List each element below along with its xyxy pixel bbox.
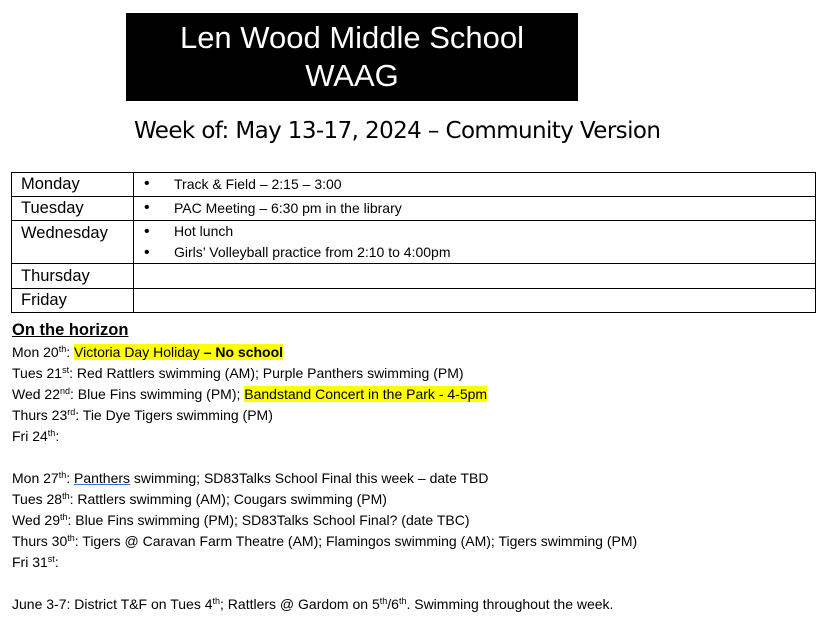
date-suffix: th bbox=[58, 470, 67, 480]
event-date: Thurs 23 bbox=[12, 407, 68, 423]
table-row bbox=[12, 173, 816, 197]
day-cell: Wednesday bbox=[12, 221, 134, 264]
day-cell: Friday bbox=[12, 289, 134, 313]
event-text: : Tigers @ Caravan Farm Theatre (AM); Flamingos swimming (AM); Tigers swimming (PM) bbox=[74, 533, 638, 549]
table-row bbox=[12, 289, 816, 313]
highlighted-text: Bandstand Concert in the Park - 4-5pm bbox=[244, 386, 488, 402]
event-text: /6 bbox=[387, 596, 399, 612]
list-item: • PAC Meeting – 6:30 pm in the library bbox=[144, 197, 815, 219]
table-row bbox=[12, 221, 816, 264]
event-date: Mon 27 bbox=[12, 470, 59, 486]
event-text: : Red Rattlers swimming (AM); Purple Panthers swimming (PM) bbox=[69, 365, 464, 381]
items-cell bbox=[134, 173, 816, 197]
event-line bbox=[12, 405, 637, 426]
event-date: Fri 31 bbox=[12, 554, 48, 570]
school-banner bbox=[126, 13, 578, 101]
table-row bbox=[12, 197, 816, 221]
week-title: Week of: May 13-17, 2024 – Community Version bbox=[134, 118, 661, 144]
event-line bbox=[12, 510, 637, 531]
event-text: : bbox=[66, 470, 74, 486]
event-line bbox=[12, 363, 637, 384]
event-line bbox=[12, 489, 637, 510]
section-heading: On the horizon bbox=[12, 321, 129, 339]
date-suffix: th bbox=[67, 533, 75, 543]
date-suffix: rd bbox=[67, 407, 76, 417]
day-cell: Monday bbox=[12, 173, 134, 197]
date-suffix: th bbox=[47, 428, 56, 438]
date-suffix: th bbox=[379, 596, 388, 606]
event-date: Wed 22 bbox=[12, 386, 60, 402]
banner-subtitle: WAAG bbox=[305, 58, 399, 93]
event-text: : Blue Fins swimming (PM); bbox=[70, 386, 245, 402]
event-text: : bbox=[66, 344, 74, 360]
weekly-schedule-table bbox=[11, 172, 816, 313]
date-suffix: nd bbox=[60, 386, 71, 396]
event-line bbox=[12, 426, 637, 447]
event-line bbox=[12, 468, 637, 489]
date-suffix: th bbox=[58, 344, 67, 354]
event-text: ; Rattlers @ Gardom on 5 bbox=[220, 596, 380, 612]
school-name: Len Wood Middle School bbox=[179, 20, 525, 55]
date-suffix: st bbox=[47, 554, 55, 564]
spacer bbox=[12, 447, 637, 468]
items-cell bbox=[134, 264, 816, 289]
date-suffix: st bbox=[62, 365, 70, 375]
event-line bbox=[12, 552, 637, 573]
table-row bbox=[12, 264, 816, 289]
event-text: swimming; SD83Talks School Final this week – date TBD bbox=[130, 470, 489, 486]
event-text: : bbox=[55, 428, 60, 444]
event-line bbox=[12, 384, 637, 405]
event-date: Tues 21 bbox=[12, 365, 63, 381]
event-line bbox=[12, 594, 637, 615]
event-text: . Swimming throughout the week. bbox=[406, 596, 614, 612]
date-suffix: th bbox=[212, 596, 221, 606]
list-item: • Track & Field – 2:15 – 3:00 bbox=[144, 173, 815, 195]
list-item: • Girls’ Volleyball practice from 2:10 to 4:00pm bbox=[144, 242, 815, 263]
event-date: Thurs 30 bbox=[12, 533, 68, 549]
on-the-horizon-section bbox=[12, 320, 637, 615]
bold-highlight: – No school bbox=[203, 344, 284, 360]
highlight-part: Victoria Day Holiday bbox=[74, 344, 204, 360]
date-suffix: th bbox=[60, 512, 68, 522]
list-item: • Hot lunch bbox=[144, 221, 815, 242]
date-suffix: th bbox=[62, 491, 70, 501]
event-date: Fri 24 bbox=[12, 428, 48, 444]
event-line bbox=[12, 531, 637, 552]
event-date: June 3-7: District T&F on Tues 4 bbox=[12, 596, 213, 612]
items-cell bbox=[134, 289, 816, 313]
event-text: : Tie Dye Tigers swimming (PM) bbox=[75, 407, 273, 423]
event-date: Wed 29 bbox=[12, 512, 60, 528]
event-date: Tues 28 bbox=[12, 491, 63, 507]
event-text: : bbox=[54, 554, 59, 570]
highlighted-text bbox=[74, 344, 283, 360]
items-cell bbox=[134, 221, 816, 264]
underlined-text: Panthers bbox=[74, 470, 131, 486]
event-date: Mon 20 bbox=[12, 344, 59, 360]
day-cell: Tuesday bbox=[12, 197, 134, 221]
event-line bbox=[12, 342, 637, 363]
items-cell bbox=[134, 197, 816, 221]
date-suffix: th bbox=[398, 596, 407, 606]
event-text: : Blue Fins swimming (PM); SD83Talks School Final? (date TBC) bbox=[67, 512, 470, 528]
day-cell: Thursday bbox=[12, 264, 134, 289]
event-text: : Rattlers swimming (AM); Cougars swimming (PM) bbox=[69, 491, 387, 507]
spacer bbox=[12, 573, 637, 594]
